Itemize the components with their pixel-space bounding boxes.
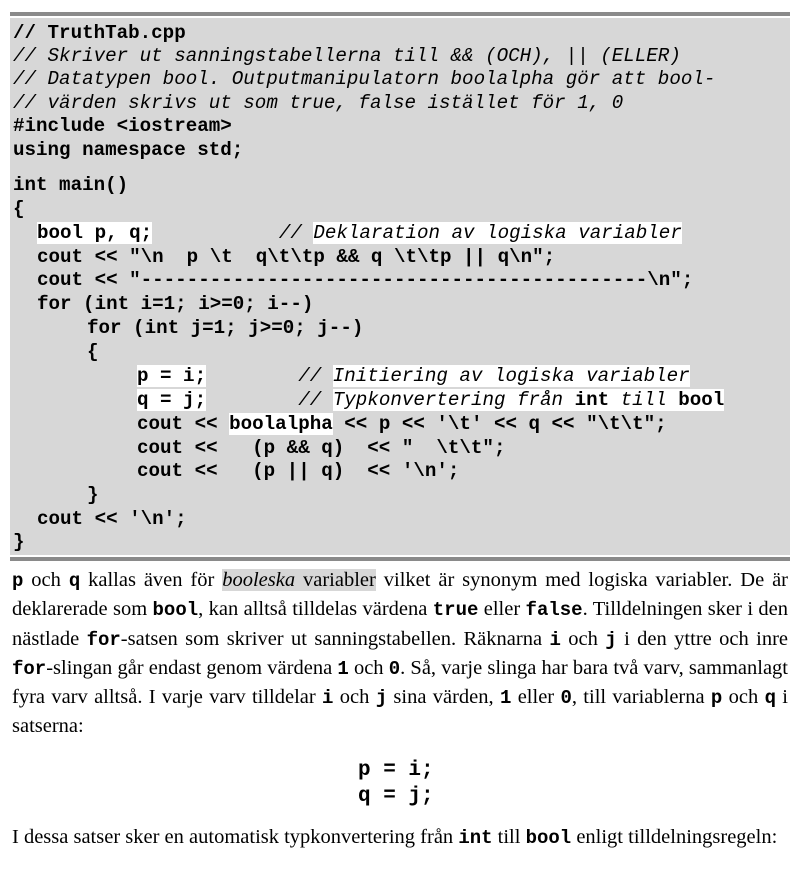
- declaration-comment: Deklaration av logiska variabler: [313, 222, 682, 244]
- p-assign-pad: [206, 365, 298, 387]
- q-comment-bool: bool: [678, 389, 725, 411]
- code-line-comment-3: // värden skrivs ut som true, false istället för 1, 0: [13, 92, 624, 114]
- true-keyword: true: [432, 599, 479, 622]
- text: kallas även för: [80, 569, 223, 591]
- q-assign-pad: [206, 389, 298, 411]
- statement-p-assign: p = i;: [358, 759, 434, 782]
- paragraph-2: [12, 823, 788, 852]
- int-keyword: int: [458, 827, 493, 849]
- code-line-cout-and: cout << (p && q) << " \t\t";: [137, 437, 506, 459]
- j-variable: j: [605, 628, 617, 651]
- code-line-cout-or: cout << (p || q) << '\n';: [137, 460, 460, 482]
- p-assign-comment: Initiering av logiska variabler: [332, 365, 690, 387]
- text: eller: [478, 598, 526, 621]
- conversion-paragraph: [12, 823, 788, 852]
- text: , till variablerna: [571, 686, 711, 709]
- code-line-main-signature: int main(): [13, 174, 129, 196]
- code-line-open-brace: {: [13, 198, 25, 220]
- code-line-include: #include <iostream>: [13, 115, 232, 137]
- text: och: [560, 627, 606, 650]
- code-line-cout-header: cout << "\n p \t q\t\tp && q \t\tp || q\n";: [37, 246, 556, 268]
- top-rule: [10, 12, 790, 16]
- code-line-for-i: for (int i=1; i>=0; i--): [37, 293, 314, 315]
- bool-keyword: bool: [152, 599, 199, 622]
- boolalpha-keyword: boolalpha: [229, 413, 333, 435]
- cout-prefix: cout <<: [137, 413, 230, 435]
- text: vilket är synonym med logiska variabler. De är deklarerade som: [12, 569, 789, 621]
- j-variable: j: [375, 687, 388, 710]
- text: , kan alltså tilldelas värdena: [198, 598, 433, 621]
- text: i den yttre och inre: [616, 627, 789, 650]
- code-line-q-assign: [137, 389, 724, 412]
- q-assign-code: q = j;: [137, 389, 207, 411]
- text: . Tilldelningen sker i den nästlade: [12, 598, 788, 650]
- q-comment-part-b: till: [609, 389, 679, 411]
- q-variable: q: [764, 687, 776, 710]
- q-assign-comment: [333, 389, 725, 411]
- code-line-cout-boolalpha: [137, 413, 667, 436]
- text: och: [348, 656, 389, 679]
- one-literal: 1: [499, 687, 512, 710]
- p-variable: p: [12, 570, 24, 592]
- text: och: [722, 686, 765, 709]
- booleska-word: booleska: [222, 569, 296, 591]
- q-variable: q: [68, 570, 81, 592]
- statement-q-assign: q = j;: [358, 785, 434, 808]
- text: I dessa satser sker en automatisk typkonvertering från: [12, 826, 459, 848]
- code-line-close-inner: }: [87, 484, 99, 506]
- text: och: [333, 686, 376, 709]
- p-variable: p: [710, 687, 723, 710]
- variabler-word: variabler: [295, 569, 376, 591]
- bottom-rule: [10, 557, 790, 561]
- text: eller: [511, 686, 561, 709]
- text: -satsen som skriver ut sanningstabellen. Räknarna: [120, 627, 550, 650]
- code-listing: [10, 18, 790, 555]
- for-keyword: for: [12, 657, 47, 680]
- text: och: [23, 569, 69, 591]
- zero-literal: 0: [388, 657, 401, 680]
- q-assign-slashes: //: [298, 389, 333, 411]
- q-comment-part-a: Typkonvertering från: [332, 389, 575, 411]
- code-line-cout-dashes: cout << "--------------------------------------------\n";: [37, 269, 694, 291]
- code-line-close-main: }: [13, 531, 25, 553]
- code-line-for-j: for (int j=1; j>=0; j--): [87, 317, 364, 339]
- zero-literal: 0: [560, 687, 572, 710]
- for-keyword: for: [86, 628, 121, 651]
- code-line-using: using namespace std;: [13, 139, 244, 161]
- declaration-pad: [152, 222, 279, 244]
- declaration-code: bool p, q;: [37, 222, 153, 244]
- text: -slingan går endast genom värdena: [46, 656, 338, 679]
- code-line-open-inner: {: [87, 341, 99, 363]
- text: enligt tilldelningsregeln:: [571, 826, 778, 848]
- code-line-filename: // TruthTab.cpp: [13, 22, 186, 44]
- code-line-comment-2: // Datatypen bool. Outputmanipulatorn boolalpha gör att bool-: [13, 68, 716, 90]
- cout-suffix: << p << '\t' << q << "\t\t";: [332, 413, 667, 435]
- bool-keyword: bool: [525, 827, 572, 849]
- explanation-paragraph: [12, 566, 788, 741]
- booleska-term: [222, 569, 376, 591]
- one-literal: 1: [337, 657, 349, 680]
- p-assign-code: p = i;: [137, 365, 207, 387]
- text: . Så, varje slinga har bara två varv, sammanlagt fyra varv alltså. I varje varv tilldelar: [12, 656, 788, 709]
- text: i satserna:: [12, 686, 788, 738]
- declaration-slashes: //: [278, 222, 314, 244]
- code-line-cout-newline: cout << '\n';: [37, 508, 187, 530]
- q-comment-int: int: [574, 389, 610, 411]
- paragraph-1: [12, 566, 788, 741]
- p-assign-slashes: //: [298, 365, 333, 387]
- text: sina värden,: [387, 686, 500, 709]
- code-line-comment-1: // Skriver ut sanningstabellerna till && (OCH), || (ELLER): [13, 45, 681, 67]
- false-keyword: false: [525, 599, 583, 622]
- code-line-p-assign: [137, 365, 690, 388]
- text: till: [492, 826, 526, 848]
- code-line-declaration: [37, 222, 682, 245]
- i-variable: i: [322, 687, 334, 710]
- i-variable: i: [549, 628, 561, 651]
